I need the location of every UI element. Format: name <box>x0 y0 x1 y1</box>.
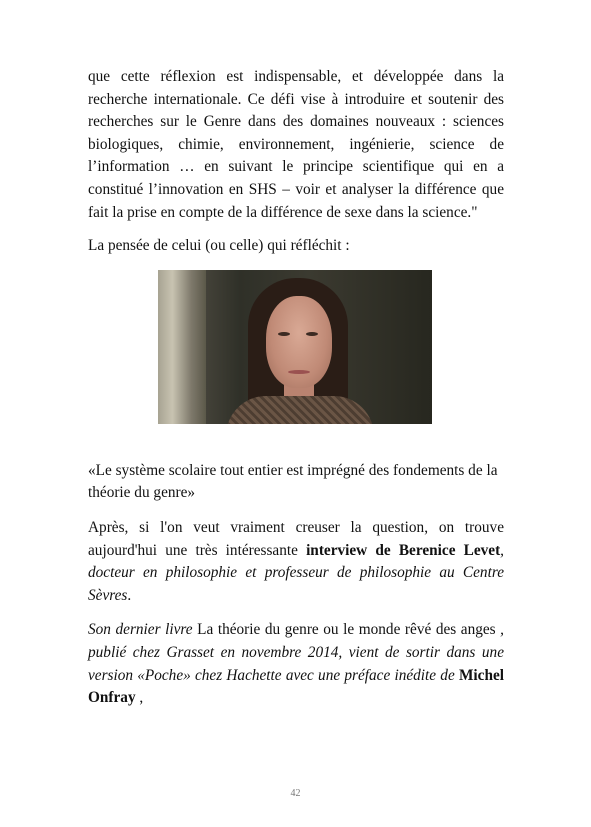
preface-author: Michel Onfray <box>88 666 504 707</box>
interview-link-text: interview de Berenice Levet <box>306 541 501 559</box>
livre-details: , publié chez Grasset en novembre 2014, vient de sortir dans une version «Poche» chez Hachette avec une préface inédite de <box>88 621 504 684</box>
photo-right-eye <box>306 332 318 336</box>
page-number: 42 <box>290 788 301 799</box>
interview-intro: Après, si l'on veut vraiment creuser la question, on trouve aujourd'hui une très intéressante <box>88 518 504 559</box>
paragraph-pensee: La pensée de celui (ou celle) qui réfléchit : <box>88 237 350 255</box>
livre-title: La théorie du genre ou le monde rêvé des anges <box>192 621 496 639</box>
document-body <box>88 66 504 710</box>
portrait-photo <box>158 270 432 424</box>
photo-left-eye <box>278 332 290 336</box>
interview-description: , docteur en philosophie et professeur de philosophie au Centre Sèvres <box>88 541 504 604</box>
quote-paragraph: «Le système scolaire tout entier est imprégné des fondements de la théorie du genre» <box>88 461 498 502</box>
photo-jacket <box>226 396 374 424</box>
photo-mouth <box>288 370 310 374</box>
livre-end: , <box>135 689 144 707</box>
interview-end: . <box>127 586 132 604</box>
livre-intro: Son dernier livre <box>88 621 193 639</box>
photo-curtain <box>158 270 206 424</box>
paragraph-reflexion: que cette réflexion est indispensable, et développée dans la recherche internationale. Ce défi vise à introduire et soutenir des recherches sur le Genre dans des domaines nouveaux : sciences biologiques, chimie, environnement, ingénierie, science de l’information … en suivant le principe scientifique qui en a constitué l’innovation en SHS – voir et analyser la différence que fait la prise en compte de la différence de sexe dans la science." <box>88 68 504 221</box>
photo-face <box>266 296 332 388</box>
paragraph-livre <box>88 619 504 709</box>
paragraph-interview <box>88 517 504 607</box>
